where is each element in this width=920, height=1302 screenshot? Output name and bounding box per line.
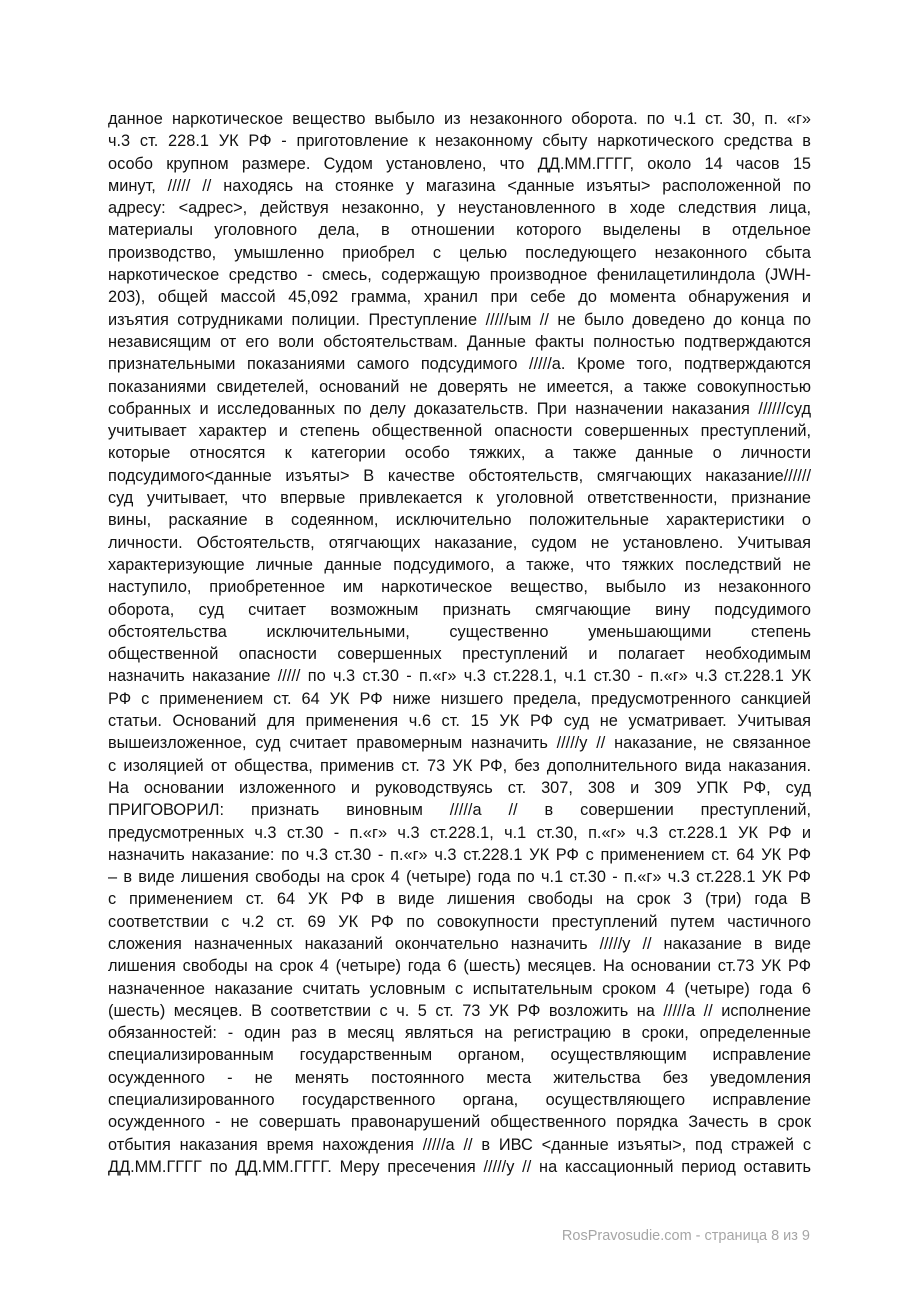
text-line: специализированного государственного органа, осуществляющего исправление — [108, 1091, 811, 1110]
text-line: особо крупном размере. Судом установлено, что ДД.ММ.ГГГГ, около 14 часов 15 — [108, 154, 811, 173]
text-line: наступило, приобретенное им наркотическое вещество, выбыло из незаконного — [108, 578, 811, 597]
text-line: наркотическое средство - смесь, содержащую производное фенилацетилиндола (JWH- — [108, 266, 811, 285]
text-line: подсудимого<данные изъяты> В качестве обстоятельств, смягчающих наказание////// — [108, 466, 811, 485]
text-line: вины, раскаяние в содеянном, исключительно положительные характеристики о — [108, 511, 811, 530]
text-line: адресу: <адрес>, действуя незаконно, у неустановленного в ходе следствия лица, — [108, 199, 811, 218]
text-line: обстоятельства исключительными, существенно уменьшающими степень — [108, 622, 811, 641]
text-line: независящим от его воли обстоятельствам. Данные факты полностью подтверждаются — [108, 332, 811, 351]
text-line: На основании изложенного и руководствуясь ст. 307, 308 и 309 УПК РФ, суд — [108, 778, 811, 797]
text-line: (шесть) месяцев. В соответствии с ч. 5 ст. 73 УК РФ возложить на /////а // исполнение — [108, 1001, 811, 1020]
text-line: признательными показаниями самого подсудимого /////а. Кроме того, подтверждаются — [108, 355, 811, 374]
text-line: личности. Обстоятельств, отягчающих наказание, судом не установлено. Учитывая — [108, 533, 811, 552]
text-line: показаниями свидетелей, оснований не доверять не имеется, а также совокупностью — [108, 377, 811, 396]
text-line: назначить наказание ///// по ч.3 ст.30 - п.«г» ч.3 ст.228.1, ч.1 ст.30 - п.«г» ч.3 ст.228.1 УК — [108, 667, 811, 686]
text-line: собранных и исследованных по делу доказательств. При назначении наказания //////суд — [108, 399, 811, 418]
text-line: оборота, суд считает возможным признать смягчающие вину подсудимого — [108, 600, 811, 619]
text-line: материалы уголовного дела, в отношении которого выделены в отдельное — [108, 221, 811, 240]
text-line: общественной опасности совершенных преступлений и полагает необходимым — [108, 645, 811, 664]
text-line: – в виде лишения свободы на срок 4 (четыре) года по ч.1 ст.30 - п.«г» ч.3 ст.228.1 УК РФ — [108, 868, 811, 887]
text-line: учитывает характер и степень общественной опасности совершенных преступлений, — [108, 422, 811, 441]
document-body — [108, 108, 811, 1178]
text-line: РФ с применением ст. 64 УК РФ ниже низшего предела, предусмотренного санкцией — [108, 689, 811, 708]
text-line: которые относятся к категории особо тяжких, а также данные о личности — [108, 444, 811, 463]
text-line: вышеизложенное, суд считает правомерным назначить /////у // наказание, не связанное — [108, 734, 811, 753]
text-line: ч.3 ст. 228.1 УК РФ - приготовление к незаконному сбыту наркотического средства в — [108, 132, 811, 151]
text-line: назначить наказание: по ч.3 ст.30 - п.«г» ч.3 ст.228.1 УК РФ с применением ст. 64 УК РФ — [108, 845, 811, 864]
text-line: специализированным государственным органом, осуществляющим исправление — [108, 1046, 811, 1065]
text-line: обязанностей: - один раз в месяц являться на регистрацию в сроки, определенные — [108, 1024, 811, 1043]
text-line: осужденного - не менять постоянного места жительства без уведомления — [108, 1068, 811, 1087]
text-line: с применением ст. 64 УК РФ в виде лишения свободы на срок 3 (три) года В — [108, 890, 811, 909]
text-line: предусмотренных ч.3 ст.30 - п.«г» ч.3 ст.228.1, ч.1 ст.30, п.«г» ч.3 ст.228.1 УК РФ и — [108, 823, 811, 842]
text-line: отбытия наказания время нахождения /////а // в ИВС <данные изъяты>, под стражей с — [108, 1135, 811, 1154]
text-line: ПРИГОВОРИЛ: признать виновным /////а // в совершении преступлений, — [108, 801, 811, 820]
text-line: минут, ///// // находясь на стоянке у магазина <данные изъяты> расположенной по — [108, 176, 811, 195]
text-line: с изоляцией от общества, применив ст. 73 УК РФ, без дополнительного вида наказания. — [108, 756, 811, 775]
text-line: ДД.ММ.ГГГГ по ДД.ММ.ГГГГ. Меру пресечения /////у // на кассационный период оставить — [108, 1157, 811, 1176]
text-line: данное наркотическое вещество выбыло из незаконного оборота. по ч.1 ст. 30, п. «г» — [108, 110, 811, 128]
page-footer: RosPravosudie.com - страница 8 из 9 — [561, 1228, 810, 1244]
text-line: сложения назначенных наказаний окончательно назначить /////у // наказание в виде — [108, 934, 811, 953]
text-line: соответствии с ч.2 ст. 69 УК РФ по совокупности преступлений путем частичного — [108, 912, 811, 931]
text-line: характеризующие личные данные подсудимого, а также, что тяжких последствий не — [108, 555, 811, 574]
text-line: статьи. Оснований для применения ч.6 ст. 15 УК РФ суд не усматривает. Учитывая — [108, 712, 811, 731]
text-line: суд учитывает, что впервые привлекается к уголовной ответственности, признание — [108, 489, 811, 508]
text-line: изъятия сотрудниками полиции. Преступление /////ым // не было доведено до конца по — [108, 310, 811, 329]
text-line: 203), общей массой 45,092 грамма, хранил при себе до момента обнаружения и — [108, 288, 811, 307]
text-line: лишения свободы на срок 4 (четыре) года 6 (шесть) месяцев. На основании ст.73 УК РФ — [108, 957, 811, 976]
text-line: осужденного - не совершать правонарушений общественного порядка Зачесть в срок — [108, 1113, 811, 1132]
text-line: назначенное наказание считать условным с испытательным сроком 4 (четыре) года 6 — [108, 979, 811, 998]
text-line: производство, умышленно приобрел с целью последующего незаконного сбыта — [108, 243, 811, 262]
